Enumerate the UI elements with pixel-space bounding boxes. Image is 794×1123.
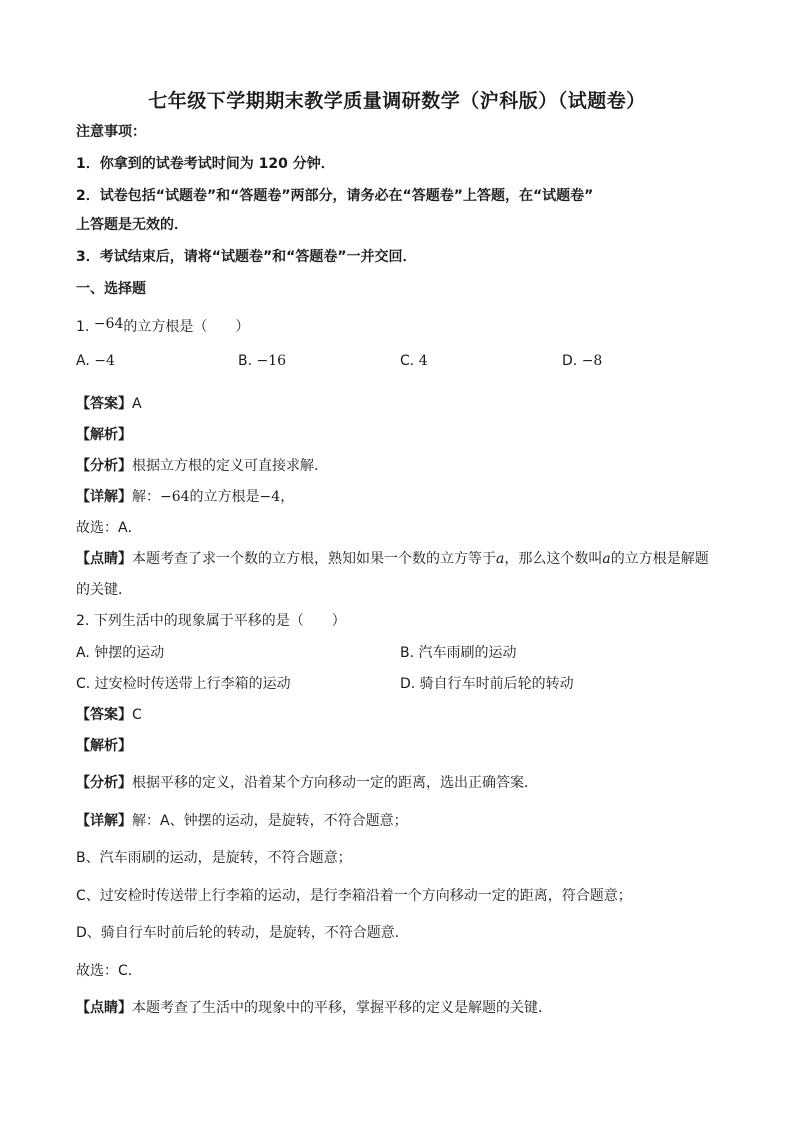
q2-option-a: A. 钟摆的运动 xyxy=(76,645,165,661)
notice-item-2-line-1: 2．试卷包括“试题卷”和“答题卷”两部分，请务必在“答题卷”上答题，在“试题卷” xyxy=(76,188,594,204)
q1-detail: 【详解】解：−64的立方根是−4， xyxy=(76,489,295,505)
section-heading: 一、选择题 xyxy=(76,281,146,297)
q2-detail-b: B、汽车雨刷的运动，是旋转，不符合题意； xyxy=(76,850,352,866)
q2-conclusion: 故选：C． xyxy=(76,963,142,979)
q1-option-d: D. −8 xyxy=(562,353,603,369)
q1-option-b: B. −16 xyxy=(238,353,287,369)
notice-item-1: 1．你拿到的试卷考试时间为 120 分钟． xyxy=(76,156,335,172)
q1-answer: 【答案】A xyxy=(76,396,142,412)
q2-detail-c: C、过安检时传送带上行李箱的运动，是行李箱沿着一个方向移动一定的距离，符合题意； xyxy=(76,888,632,904)
q1-comment-line-2: 的关键． xyxy=(76,582,132,598)
q1-comment: 【点睛】本题考查了求一个数的立方根，熟知如果一个数的立方等于a，那么这个数叫a的立方根是解题 xyxy=(76,551,709,567)
notice-item-2-line-2: 上答题是无效的． xyxy=(76,217,188,233)
question-2-stem xyxy=(76,611,346,631)
q1-analysis-heading: 【解析】 xyxy=(76,427,132,443)
q2-fenxi: 【分析】根据平移的定义，沿着某个方向移动一定的距离，选出正确答案． xyxy=(76,775,538,791)
question-1-expression: −64 xyxy=(93,316,124,332)
q2-option-c: C. 过安检时传送带上行李箱的运动 xyxy=(76,676,291,692)
q2-detail-d: D、骑自行车时前后轮的转动，是旋转，不符合题意． xyxy=(76,925,409,941)
q2-answer: 【答案】C xyxy=(76,707,142,723)
question-1-number: 1. xyxy=(76,319,90,335)
q1-option-a: A. −4 xyxy=(76,353,115,369)
notice-item-3: 3．考试结束后，请将“试题卷”和“答题卷”一并交回． xyxy=(76,249,417,265)
q2-comment: 【点睛】本题考查了生活中的现象中的平移，掌握平移的定义是解题的关键． xyxy=(76,1000,552,1016)
q1-fenxi: 【分析】根据立方根的定义可直接求解． xyxy=(76,458,328,474)
q1-conclusion: 故选：A． xyxy=(76,520,142,536)
question-1-text: 的立方根是（ ） xyxy=(123,319,250,335)
q1-option-c: C. 4 xyxy=(400,353,428,369)
q2-option-b: B. 汽车雨刷的运动 xyxy=(400,645,517,661)
q2-analysis-heading: 【解析】 xyxy=(76,738,132,754)
question-1-stem xyxy=(76,317,249,337)
question-2-number: 2. xyxy=(76,613,90,629)
q2-option-d: D. 骑自行车时前后轮的转动 xyxy=(400,676,574,692)
question-2-text: 下列生活中的现象属于平移的是（ ） xyxy=(93,613,346,629)
q2-detail-a: 【详解】解：A、钟摆的运动，是旋转，不符合题意； xyxy=(76,813,408,829)
page-title: 七年级下学期期末教学质量调研数学（沪科版）（试题卷） xyxy=(148,90,646,112)
notice-heading: 注意事项： xyxy=(76,124,146,140)
